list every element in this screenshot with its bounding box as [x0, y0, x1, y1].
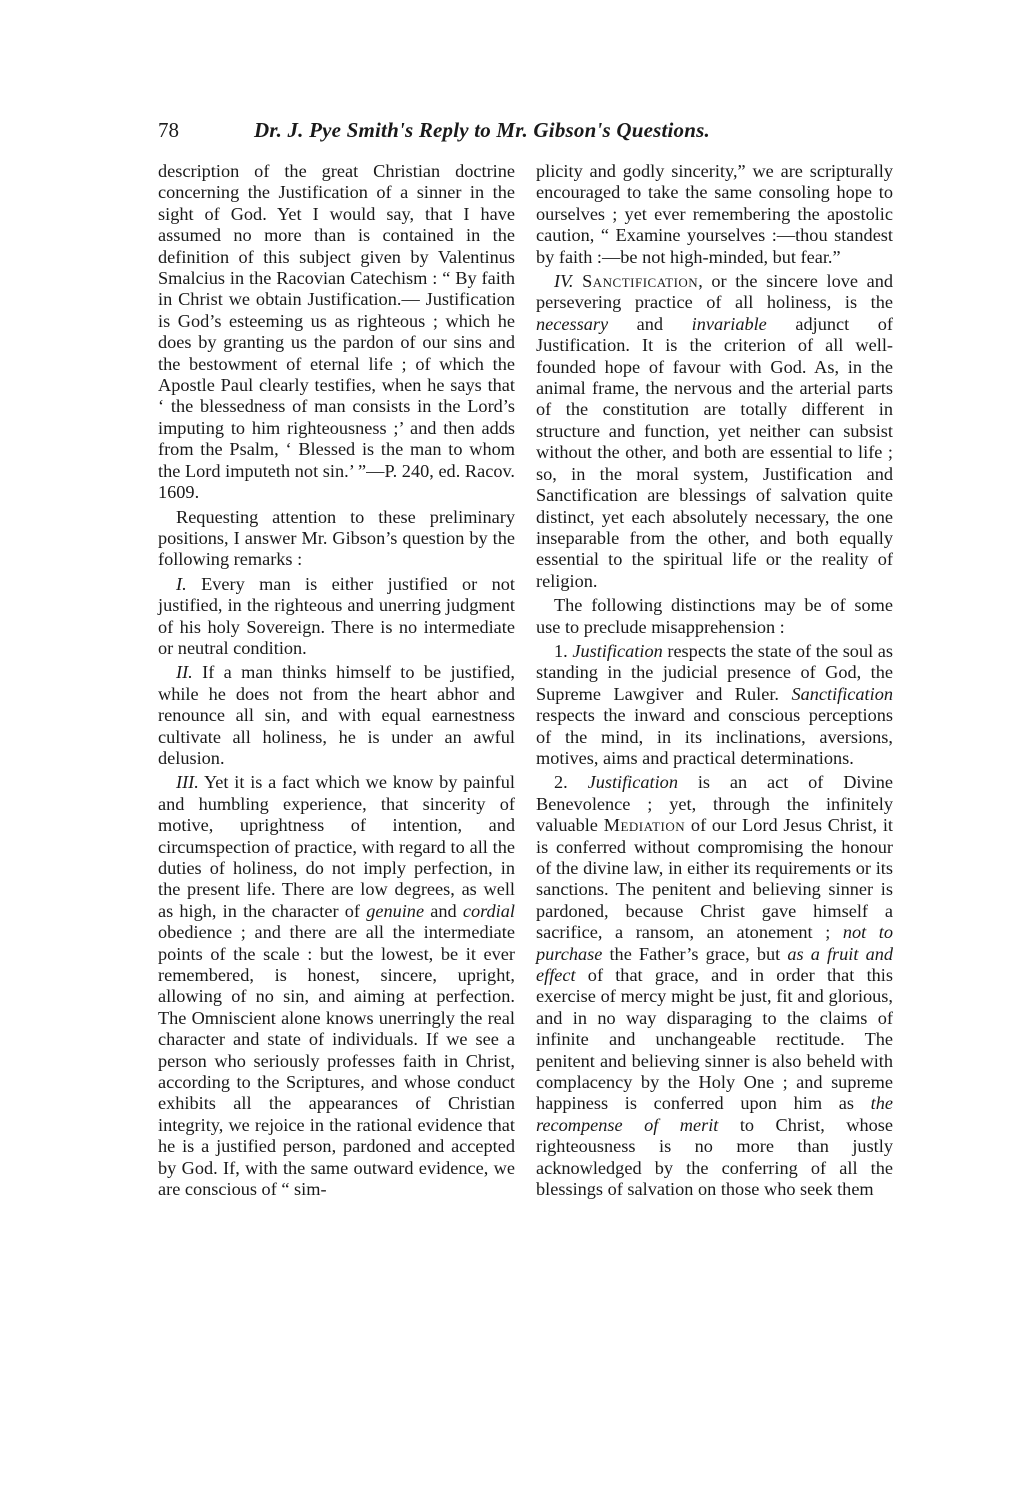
- paragraph-text: and: [430, 900, 457, 921]
- paragraph-distinctions: The following distinctions may be of some use to preclude misapprehension :: [536, 595, 893, 637]
- italic-term: genuine: [366, 900, 425, 921]
- paragraph-point-1: [158, 574, 515, 660]
- italic-term: necessary: [536, 313, 609, 334]
- paragraph-distinction-2: [536, 772, 893, 1200]
- numeral: 1.: [554, 640, 568, 661]
- paragraph-text: , or the sincere love and persevering practice of all holiness, is the: [536, 271, 893, 313]
- left-column: [158, 161, 515, 1204]
- small-caps-term: Sanctification: [582, 271, 699, 292]
- italic-term: Sanctification: [791, 683, 893, 704]
- paragraph-text: adjunct of Justification. It is the criterion of all well-founded hope of favour with God. As, in the animal frame, the nervous and the arterial parts of the constitution are totally different in structure and function, yet neither can subsist without the other, and both are essential to life ; so, in the moral system, Justification and Sanctification are blessings of salvation quite distinct, yet each absolutely necessary, the one inseparable from the other, and both equally essential to the spiritual life or the reality of religion.: [536, 313, 893, 591]
- paragraph-text: and: [636, 313, 664, 334]
- paragraph-text: If a man thinks himself to be justified, while he does not from the heart abhor and renounce all sin, and with equal earnestness cultivate all holiness, he is under an awful delusion.: [158, 662, 515, 768]
- italic-term: cordial: [462, 900, 515, 921]
- italic-term: invariable: [691, 313, 767, 334]
- paragraph-distinction-1: [536, 641, 893, 769]
- paragraph-continuation: description of the great Christian doctrine concerning the Justification of a sinner in the sight of God. Yet I would say, that I have assumed no more than is contained in the definition of this subject given by Valentinus Smalcius in the Racovian Catechism : “ By faith in Christ we obtain Justification.— Justification is God’s esteeming us as righteous ; which he does by granting us the pardon of our sins and the bestowment of eternal life ; of which the Apostle Paul clearly testifies, when he says that ‘ the blessedness of man consists in the Lord’s imputing to him righteousness ;’ and then adds from the Psalm, ‘ Blessed is the man to whom the Lord imputeth not sin.’ ”—P. 240, ed. Racov. 1609.: [158, 161, 515, 503]
- paragraph-text: to Christ, whose righteousness is no more than justly acknowledged by the conferring of all the blessings of salvation on those who seek them: [536, 1114, 893, 1200]
- italic-term: Justification: [572, 640, 663, 661]
- paragraph-text: of our Lord Jesus Christ, it is conferred without compromising the honour of the divine law, in either its requirements or its sanctions. The penitent and believing sinner is pardoned, because Christ gave himself a sacrifice, a ransom, an atonement ;: [536, 815, 893, 943]
- running-title: Dr. J. Pye Smith's Reply to Mr. Gibson's Questions.: [254, 118, 710, 142]
- paragraph-text: respects the state of the soul as standing in the judicial presence of God, the Supreme Lawgiver and Ruler.: [536, 640, 894, 704]
- italic-term: not to purchase: [536, 922, 894, 964]
- paragraph-point-2: [158, 662, 515, 769]
- numeral: III.: [176, 772, 199, 793]
- paragraph-point-3: [158, 772, 515, 1200]
- paragraph-text: is an act of Divine Benevolence ; yet, through the infinitely valuable: [536, 772, 893, 836]
- paragraph-preliminary: Requesting attention to these preliminary positions, I answer Mr. Gibson’s question by the following remarks :: [158, 506, 515, 570]
- page-number: 78: [158, 118, 179, 142]
- paragraph-point-4: [536, 271, 893, 592]
- italic-term: as a fruit and effect: [536, 943, 893, 986]
- paragraph-text: the Father’s grace, but: [609, 943, 781, 964]
- running-head: [158, 118, 898, 148]
- italic-term: the recompense of merit: [536, 1093, 893, 1135]
- paragraph-text: of that grace, and in order that this exercise of mercy might be just, fit and glorious, and in no way disparaging to the claims of infinite and unchangeable rectitude. The penitent and believing sinner is also beheld with complacency by the Holy One ; and supreme happiness is conferred upon him as: [536, 965, 893, 1114]
- italic-term: Justification: [587, 772, 678, 793]
- small-caps-term: Mediation: [603, 815, 686, 836]
- paragraph-text: Yet it is a fact which we know by painful and humbling experience, that sincerity of motive, uprightness of intention, and circumspection of practice, with regard to all the duties of holiness, do not imply perfection, in the present life. There are low degrees, as well as high, in the character of: [158, 772, 515, 921]
- numeral: 2.: [554, 772, 568, 793]
- numeral: IV.: [554, 271, 574, 292]
- numeral: I.: [176, 573, 187, 594]
- paragraph-text: Every man is either justified or not justified, in the righteous and unerring judgment of his holy Sovereign. There is no intermediate or neutral condition.: [158, 573, 516, 658]
- paragraph-continuation: plicity and godly sincerity,” we are scripturally encouraged to take the same consoling hope to ourselves ; yet ever remembering the apostolic caution, “ Examine yourselves :—thou standest by faith :—be not high-minded, but fear.”: [536, 161, 893, 267]
- numeral: II.: [176, 662, 193, 683]
- right-column: [536, 161, 893, 1204]
- paragraph-text: respects the inward and conscious perceptions of the mind, in its inclinations, aversions, motives, aims and practical determinations.: [536, 705, 893, 768]
- paragraph-text: obedience ; and there are all the intermediate points of the scale : but the lowest, be it ever remembered, is honest, sincere, upright, allowing of no sin, and aiming at perfection. The Omniscient alone knows unerringly the real character and state of individuals. If we see a person who seriously professes faith in Christ, according to the Scriptures, and whose conduct exhibits all the appearances of Christian integrity, we rejoice in the rational evidence that he is a justified person, pardoned and accepted by God. If, with the same outward evidence, we are conscious of “ sim-: [158, 922, 515, 1200]
